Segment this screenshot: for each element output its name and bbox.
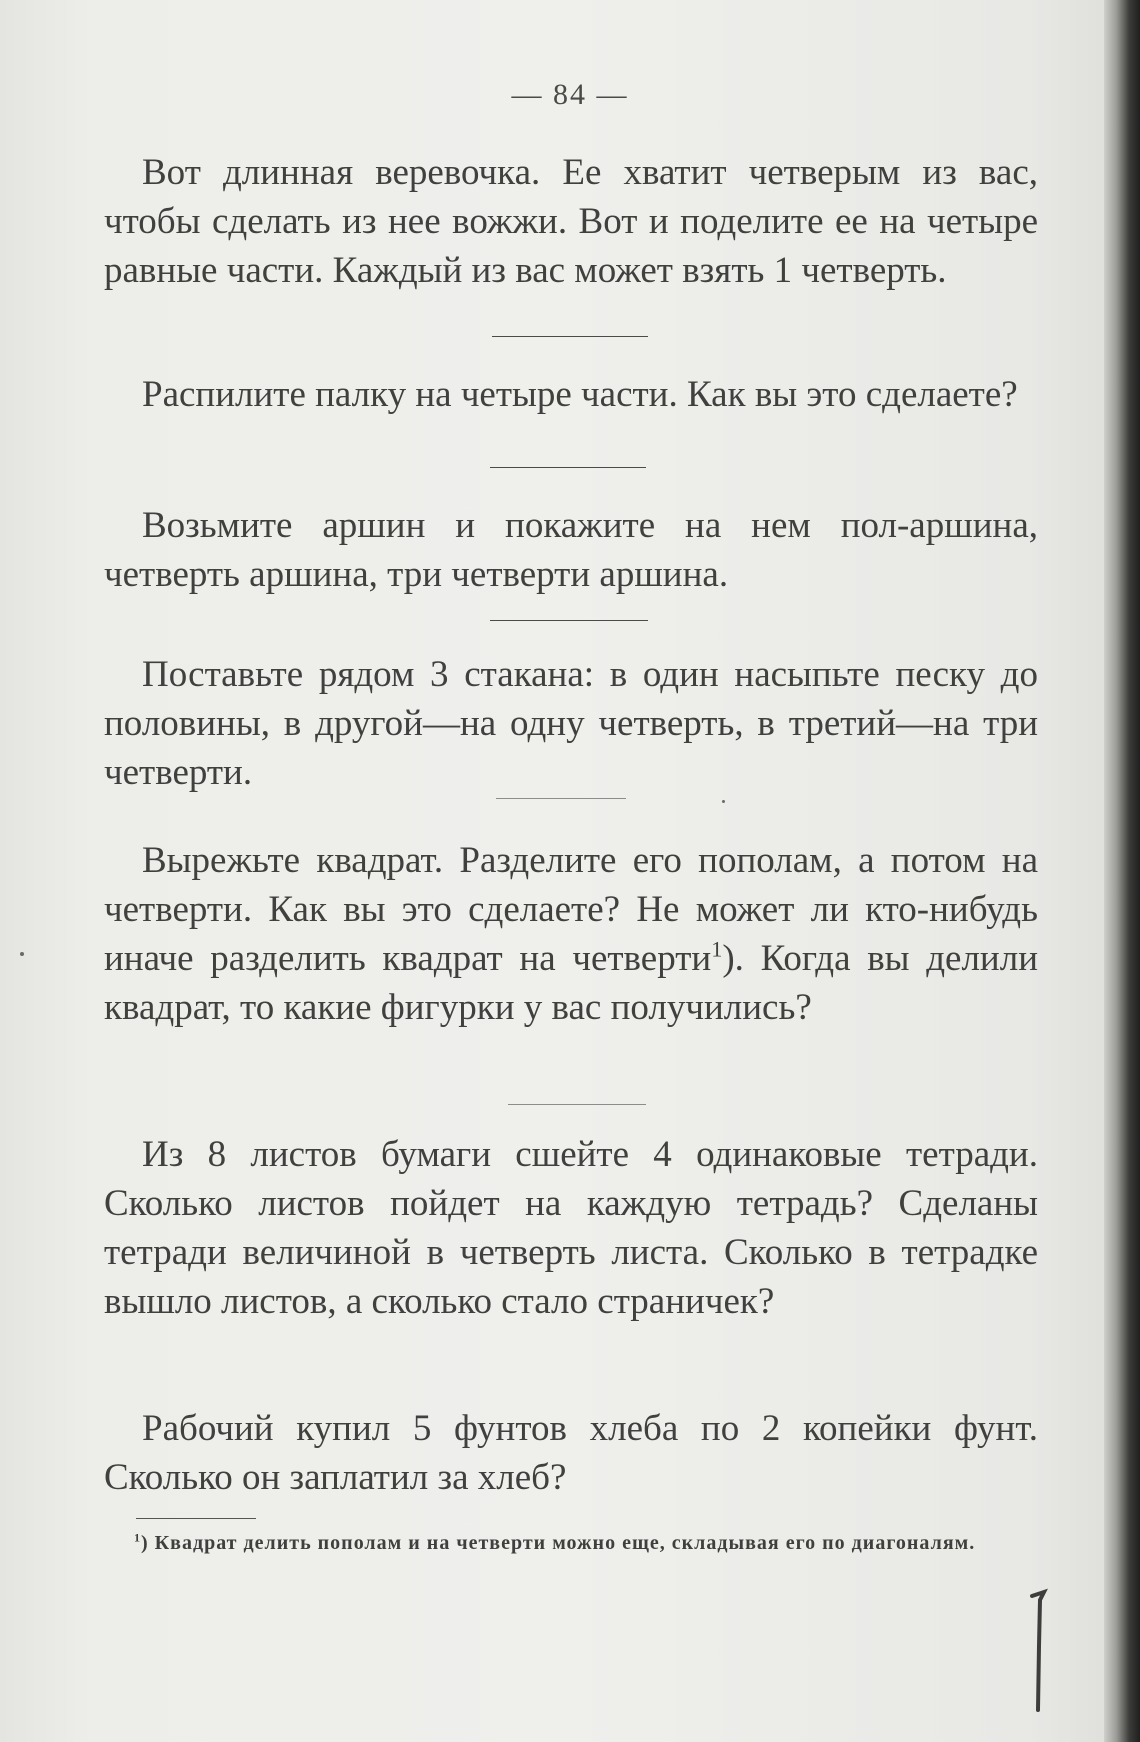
footnote-reference: 1 — [711, 936, 723, 962]
footnote-text: ) Квадрат делить пополам и на четверти можно еще, складывая его по диагоналям. — [141, 1532, 976, 1554]
paragraph-text-continued: ). Когда вы делили квадрат, то какие фигурки у вас получились? — [104, 938, 1038, 1028]
section-divider — [496, 798, 626, 799]
scan-speck — [20, 952, 24, 956]
section-divider — [492, 336, 648, 337]
section-divider — [490, 620, 648, 621]
paragraph-square — [104, 836, 1038, 1032]
paragraph-text: Возьмите аршин и покажите на нем пол-аршина, четверть аршина, три четверти аршина. — [104, 505, 1038, 595]
paragraph-arshin — [104, 501, 1038, 599]
paragraph-text: Рабочий купил 5 фунтов хлеба по 2 копейки фунт. Сколько он заплатил за хлеб? — [104, 1408, 1038, 1498]
footnote-rule — [136, 1518, 256, 1519]
paragraph-text: Распилите палку на четыре части. Как вы это сделаете? — [142, 374, 1018, 415]
page-binding-edge — [1104, 0, 1140, 1742]
paragraph-notebooks — [104, 1130, 1038, 1326]
paragraph-text: Поставьте рядом 3 стакана: в один насыпьте песку до половины, в другой—на одну четверть, в третий—на три четверти. — [104, 654, 1038, 793]
paragraph-text: Из 8 листов бумаги сшейте 4 одинаковые тетради. Сколько листов пойдет на каждую тетрадь? Сделаны тетради величиной в четверть листа. Сколько в тетрадке вышло листов, а сколько стало страничек? — [104, 1134, 1038, 1322]
section-divider — [508, 1104, 646, 1105]
paragraph-glasses — [104, 650, 1038, 797]
paragraph-text: Вырежьте квадрат. Разделите его пополам, а потом на четверти. Как вы это сделаете? Не может ли кто-нибудь иначе разделить квадрат на четверти — [104, 840, 1038, 979]
section-divider — [490, 467, 646, 468]
paragraph-stick — [104, 370, 1038, 419]
margin-pencil-mark — [1028, 1586, 1048, 1716]
page-number: — 84 — — [511, 78, 629, 111]
footnote-marker: 1 — [134, 1530, 141, 1545]
paragraph-rope — [104, 148, 1038, 295]
footnote — [104, 1528, 1038, 1558]
scan-speck — [722, 800, 725, 803]
paragraph-bread — [104, 1404, 1038, 1502]
paragraph-text: Вот длинная веревочка. Ее хватит четверым из вас, чтобы сделать из нее вожжи. Вот и поделите ее на четыре равные части. Каждый из вас может взять 1 четверть. — [104, 152, 1038, 291]
